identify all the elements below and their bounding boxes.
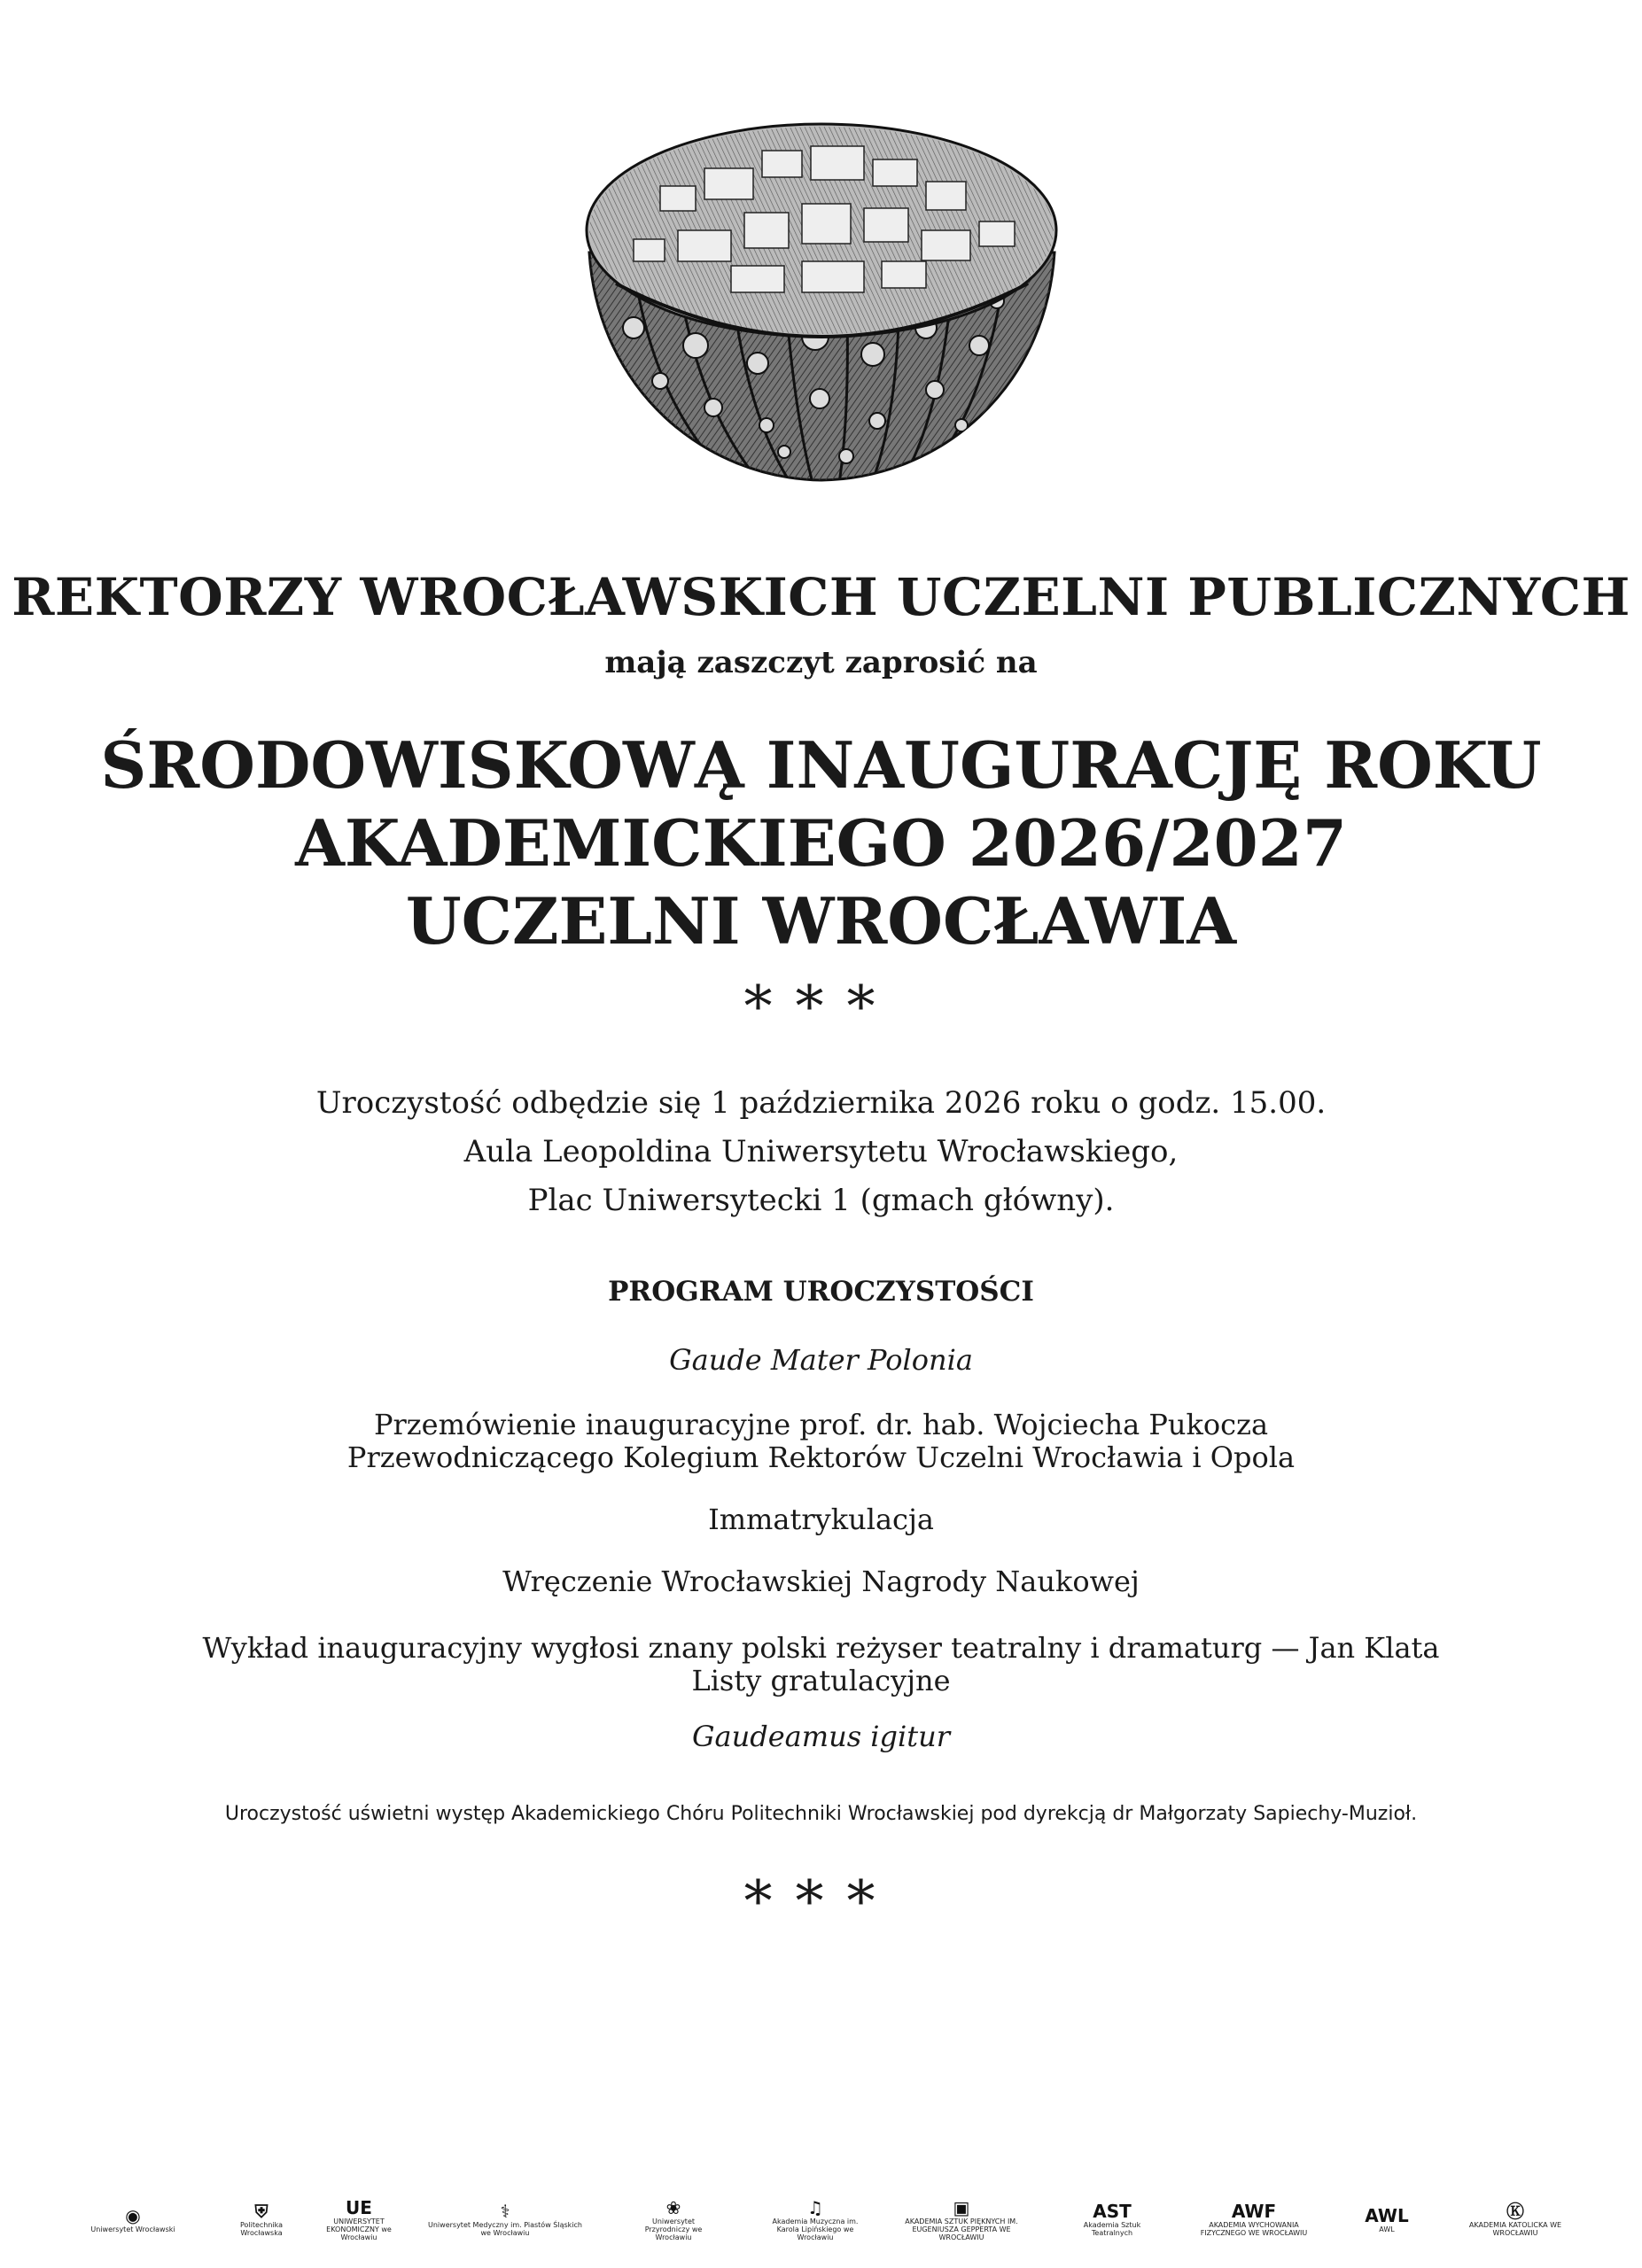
program-item-immatriculation: Immatrykulacja [708, 1503, 934, 1536]
rectors-heading: REKTORZY WROCŁAWSKICH UCZELNI PUBLICZNYCH [12, 567, 1630, 627]
program-item-letters: Listy gratulacyjne [691, 1664, 951, 1697]
logo-upwr: ❀ Uniwersytet Przyrodniczy we Wrocławiu [644, 2196, 703, 2241]
event-title-line3: UCZELNI WROCŁAWIA [405, 883, 1237, 959]
program-item-gaude: Gaude Mater Polonia [669, 1343, 973, 1377]
separator-stars: *** [743, 975, 899, 1040]
separator-stars-bottom: *** [743, 1869, 899, 1935]
invitation-subtitle: mają zaszczyt zaprosić na [604, 645, 1038, 680]
choir-note: Uroczystość uświetni występ Akademickiego Chóru Politechniki Wrocławskiej pod dyrekcją dr Małgorzaty Sapiechy-Muzioł. [224, 1803, 1418, 1825]
program-item-gaudeamus: Gaudeamus igitur [691, 1720, 950, 1753]
venue-line: Aula Leopoldina Uniwersytetu Wrocławskiego, [463, 1134, 1179, 1169]
event-title-line1: ŚRODOWISKOWĄ INAUGURACJĘ ROKU [100, 727, 1542, 803]
logo-ast: AST Akademia Sztuk Teatralnych [1083, 2201, 1141, 2237]
date-line: Uroczystość odbędzie się 1 października 2026 roku o godz. 15.00. [315, 1085, 1327, 1121]
logo-uwr: ◉ Uniwersytet Wrocławski [90, 2204, 175, 2233]
program-item-lecture: Wykład inauguracyjny wygłosi znany polski reżyser teatralny i dramaturg — Jan Klata [202, 1631, 1440, 1665]
logo-ue: UE UNIWERSYTET EKONOMICZNY we Wrocławiu [326, 2196, 392, 2241]
logo-akademia-katolicka: Ⓚ AKADEMIA KATOLICKA WE WROCŁAWIU [1468, 2201, 1562, 2237]
logo-awf: AWF AKADEMIA WYCHOWANIA FIZYCZNEGO WE WROCŁAWIU [1200, 2201, 1308, 2237]
logo-awl: AWL AWL [1365, 2204, 1409, 2233]
city-bowl-engraving [580, 97, 1063, 487]
university-logos-row [0, 2188, 1642, 2259]
address-line: Plac Uniwersytecki 1 (gmach główny). [527, 1183, 1115, 1218]
logo-umed: ⚕ Uniwersytet Medyczny im. Piastów Śląskich we Wrocławiu [428, 2201, 582, 2237]
program-item-speech-1: Przemówienie inauguracyjne prof. dr. hab. Wojciecha Pukocza [373, 1408, 1269, 1441]
program-heading: PROGRAM UROCZYSTOŚCI [608, 1276, 1034, 1308]
logo-pwr: ⛨ Politechnika Wrocławska [239, 2201, 284, 2237]
program-item-speech-2: Przewodniczącego Kolegium Rektorów Uczelni Wrocławia i Opola [346, 1441, 1296, 1474]
event-title-line2: AKADEMICKIEGO 2026/2027 [295, 805, 1347, 881]
logo-amuz: ♫ Akademia Muzyczna im. Karola Lipińskiego we Wrocławiu [772, 2196, 859, 2241]
logo-asp: ▣ AKADEMIA SZTUK PIĘKNYCH IM. EUGENIUSZA GEPPERTA WE WROCŁAWIU [905, 2196, 1018, 2241]
program-item-award: Wręczenie Wrocławskiej Nagrody Naukowej [502, 1565, 1140, 1598]
